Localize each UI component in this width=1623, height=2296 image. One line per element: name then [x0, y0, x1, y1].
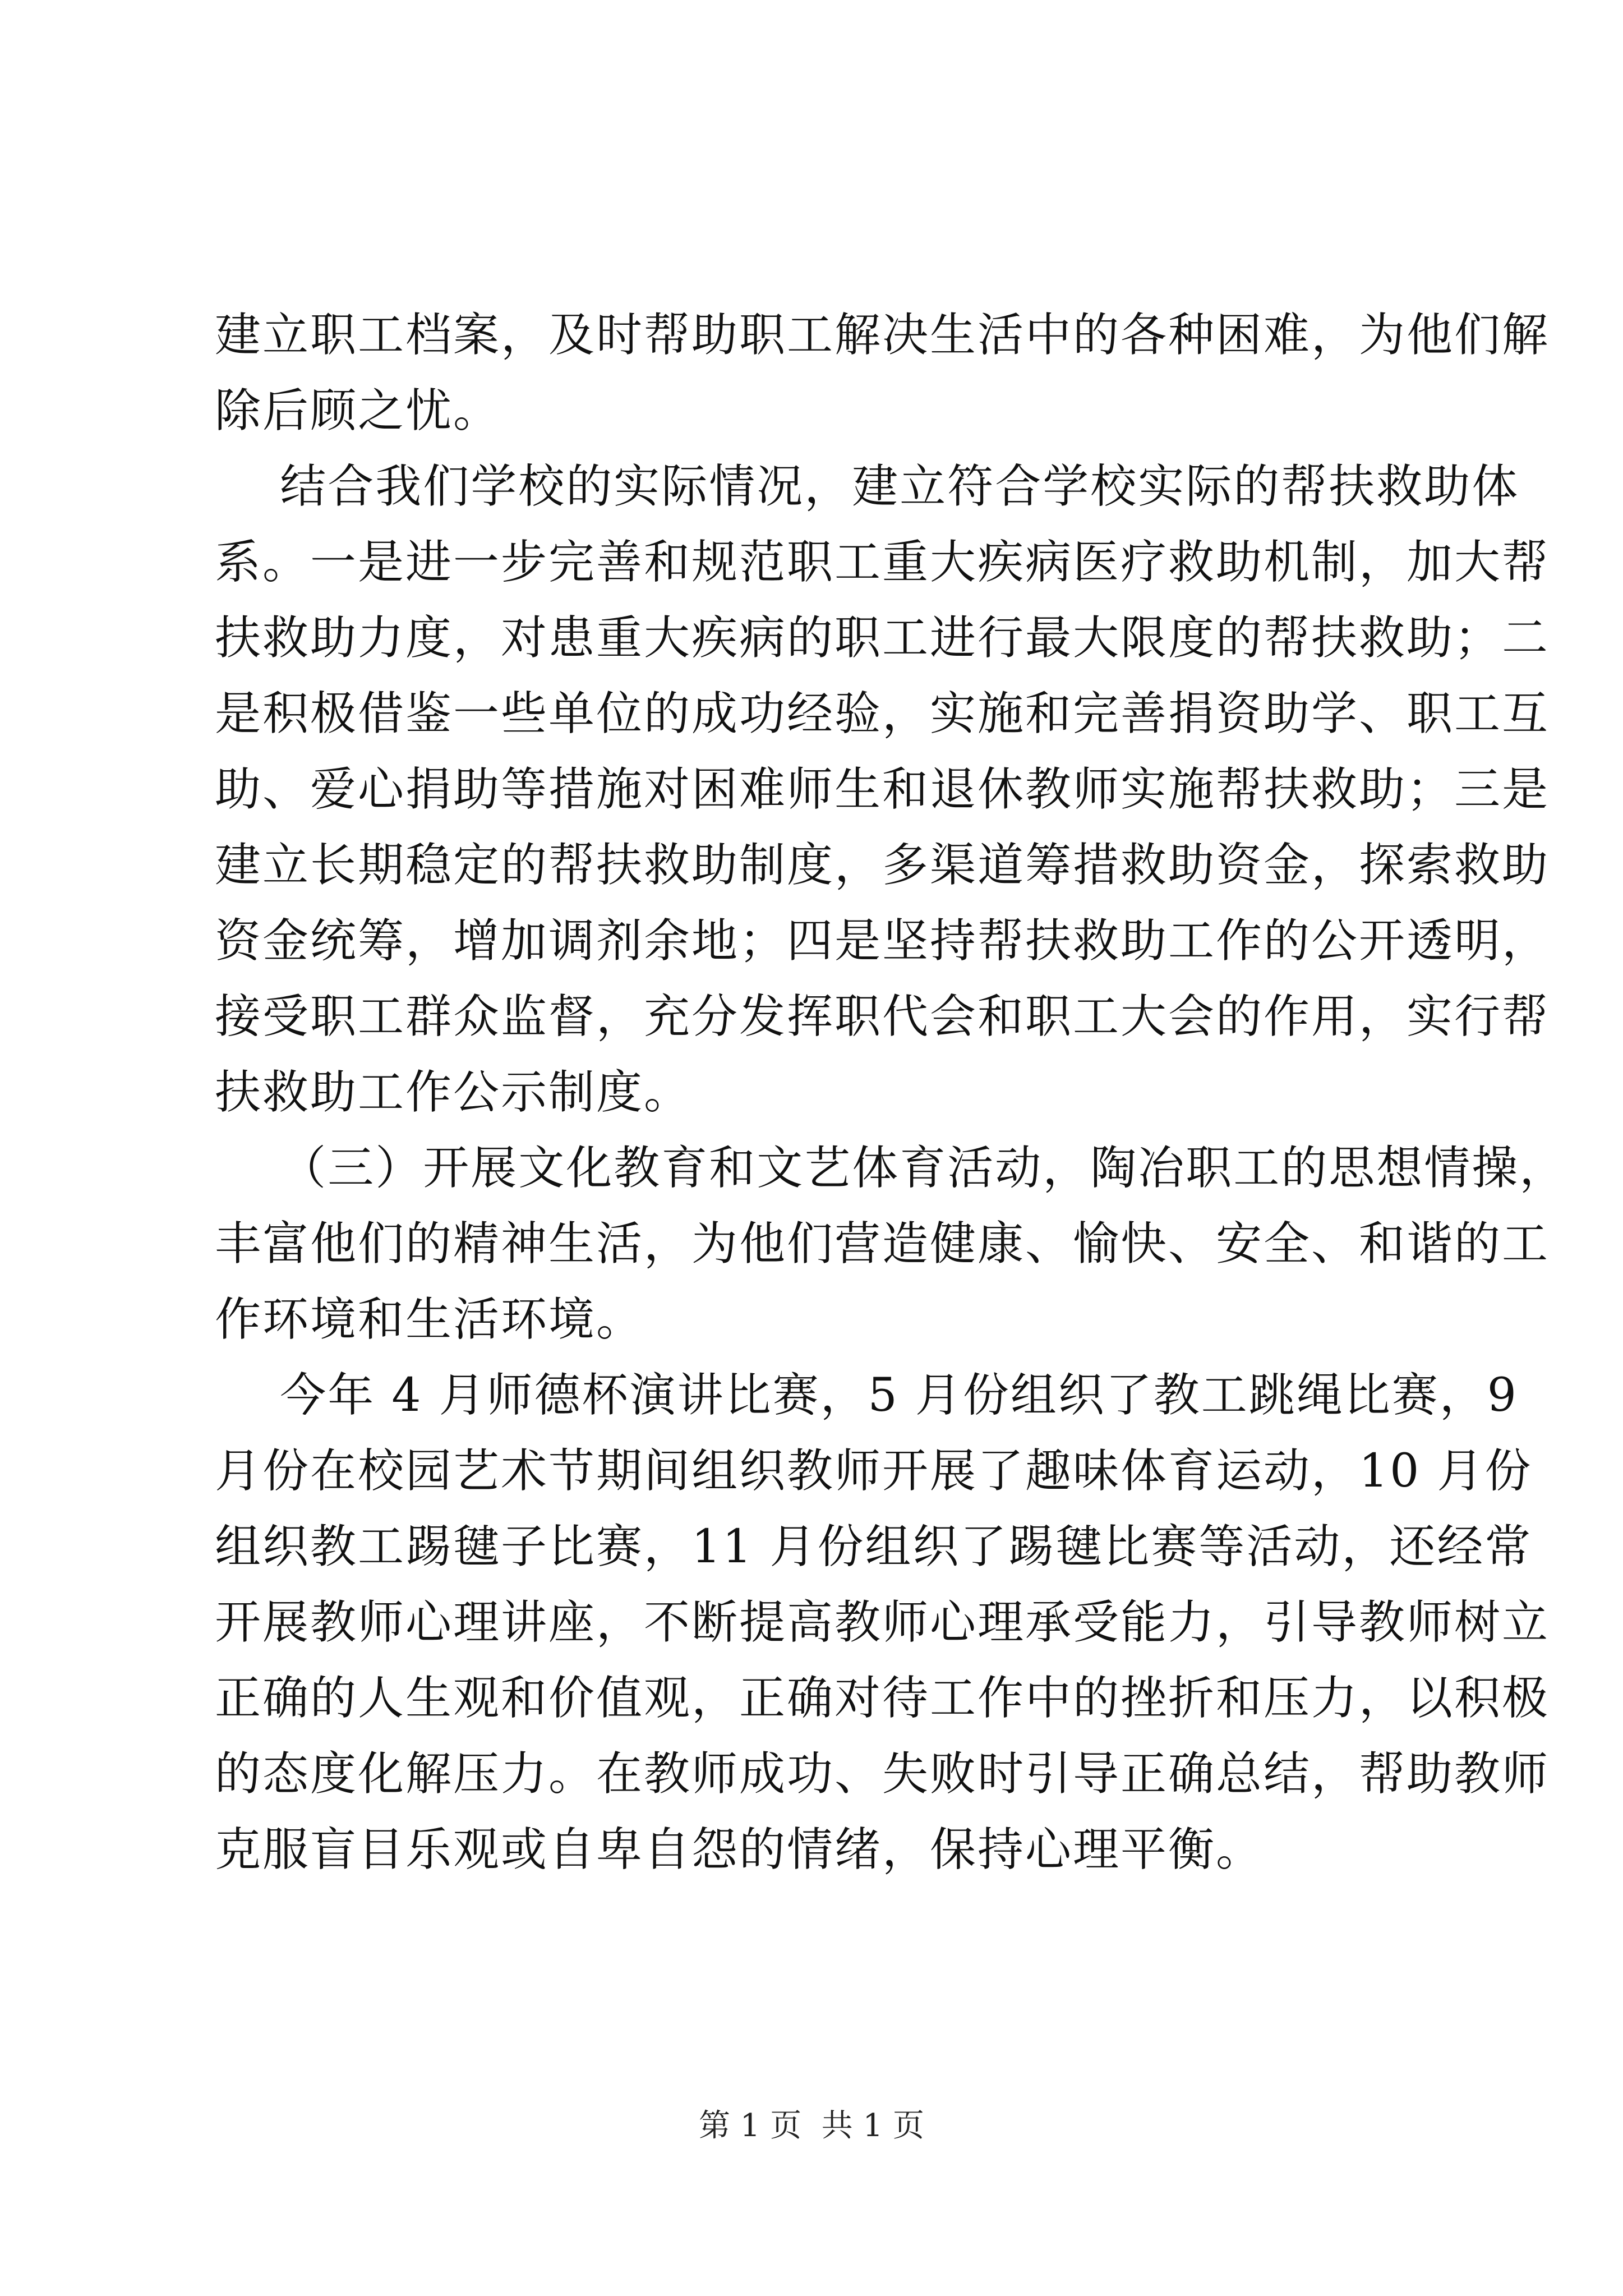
text-line: 月份在校园艺术节期间组织教师开展了趣味体育运动，10 月份	[215, 1444, 1533, 1498]
text-line: 建立长期稳定的帮扶救助制度，多渠道筹措救助资金，探索救助	[215, 839, 1550, 892]
text-line: 资金统筹，增加调剂余地；四是坚持帮扶救助工作的公开透明，	[215, 914, 1550, 968]
paragraph-1	[215, 297, 1550, 449]
text-line: （三）开展文化教育和文艺体育活动，陶冶职工的思想情操，	[215, 1142, 1567, 1195]
text-line: 正确的人生观和价值观，正确对待工作中的挫折和压力，以积极	[215, 1672, 1550, 1725]
text-line: 结合我们学校的实际情况，建立符合学校实际的帮扶救助体	[215, 460, 1520, 513]
text-line: 是积极借鉴一些单位的成功经验，实施和完善捐资助学、职工互	[215, 687, 1550, 740]
text-line: 克服盲目乐观或自卑自怨的情绪，保持心理平衡。	[215, 1823, 1264, 1876]
text-line: 系。一是进一步完善和规范职工重大疾病医疗救助机制，加大帮	[215, 536, 1550, 589]
page-number-footer: 第 1 页 共 1 页	[698, 2108, 925, 2144]
text-line: 丰富他们的精神生活，为他们营造健康、愉快、安全、和谐的工	[215, 1217, 1550, 1271]
text-line: 扶救助工作公示制度。	[215, 1066, 692, 1119]
paragraph-2	[215, 449, 1550, 1130]
text-line: 接受职工群众监督，充分发挥职代会和职工大会的作用，实行帮	[215, 990, 1550, 1043]
text-line: 建立职工档案，及时帮助职工解决生活中的各种困难，为他们解	[215, 309, 1550, 362]
paragraph-4	[215, 1358, 1550, 1888]
paragraph-3	[215, 1130, 1567, 1358]
text-line: 助、爱心捐助等措施对困难师生和退休教师实施帮扶救助；三是	[215, 763, 1550, 816]
text-line: 今年 4 月师德杯演讲比赛，5 月份组织了教工跳绳比赛，9	[215, 1369, 1518, 1422]
text-line: 的态度化解压力。在教师成功、失败时引导正确总结，帮助教师	[215, 1747, 1550, 1801]
document-body	[215, 297, 1567, 1888]
text-line: 开展教师心理讲座，不断提高教师心理承受能力，引导教师树立	[215, 1596, 1550, 1649]
text-line: 除后顾之忧。	[215, 384, 501, 438]
text-line: 组织教工踢毽子比赛，11 月份组织了踢毽比赛等活动，还经常	[215, 1520, 1533, 1573]
text-line: 作环境和生活环境。	[215, 1293, 644, 1346]
text-line: 扶救助力度，对患重大疾病的职工进行最大限度的帮扶救助；二	[215, 611, 1550, 665]
